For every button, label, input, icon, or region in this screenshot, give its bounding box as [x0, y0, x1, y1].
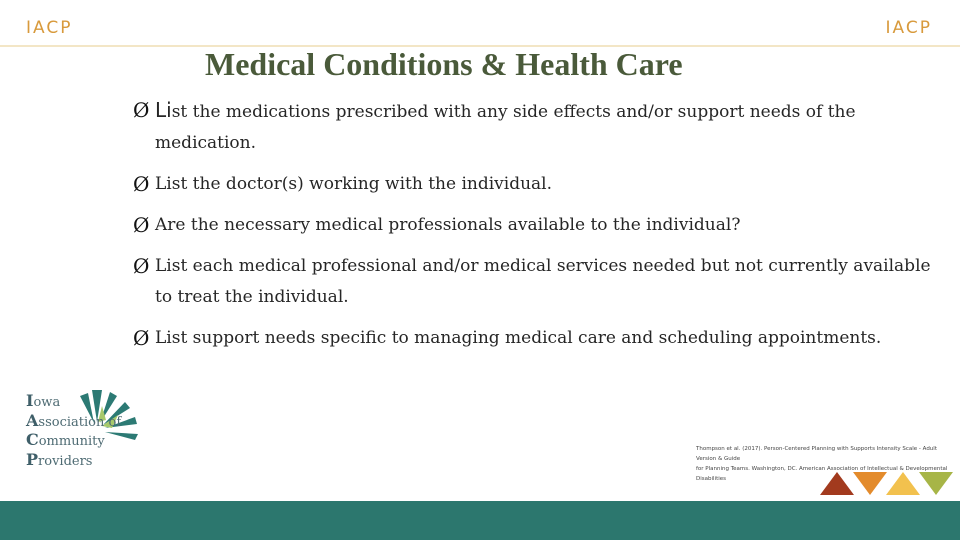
triangle-green [919, 472, 953, 495]
brand-logo-left: IACP [26, 18, 73, 38]
bullet-text: st the medications prescribed with any side effects and/or support needs of the medication. [155, 102, 856, 153]
logo-line: Iowa [26, 391, 61, 410]
footer-bar [0, 501, 960, 540]
organization-name [26, 392, 121, 470]
bullet-text: Are the necessary medical professionals available to the individual? [155, 215, 741, 235]
bullet-item [133, 323, 933, 354]
citation-line: for Planning Teams. Washington, DC. American Association of Intellectual & Developmental Disabilities [696, 466, 948, 482]
arrow-bullet-icon: Ø [133, 326, 150, 350]
bullet-item [133, 169, 933, 200]
arrow-bullet-icon: Ø [133, 98, 150, 122]
bullet-item [133, 251, 933, 313]
citation-line: Thompson et al. (2017). Person-Centered Planning with Supports Intensity Scale - Adult Version & Guide [696, 446, 937, 462]
logo-line: Association of [26, 410, 122, 430]
logo-line: Community [26, 430, 105, 449]
bullet-text: List support needs specific to managing medical care and scheduling appointments. [155, 328, 882, 348]
logo-line: Providers [26, 449, 93, 469]
triangle-red [820, 472, 854, 495]
bullet-text: List each medical professional and/or medical services needed but not currently available to treat the individual. [155, 256, 931, 307]
decorative-triangles [820, 470, 954, 496]
bullet-text: List the doctor(s) working with the individual. [155, 174, 553, 194]
brand-logo-right: IACP [885, 18, 932, 38]
bullet-list [133, 95, 933, 364]
bullet-item [133, 210, 933, 241]
arrow-bullet-icon: Ø [133, 172, 150, 196]
triangle-orange [853, 472, 887, 495]
arrow-bullet-icon: Ø [133, 213, 150, 237]
bullet-text-lead: Li [155, 98, 172, 122]
slide-title: Medical Conditions & Health Care [205, 46, 683, 82]
arrow-bullet-icon: Ø [133, 254, 150, 278]
bullet-item [133, 95, 933, 159]
triangle-yellow [886, 472, 920, 495]
